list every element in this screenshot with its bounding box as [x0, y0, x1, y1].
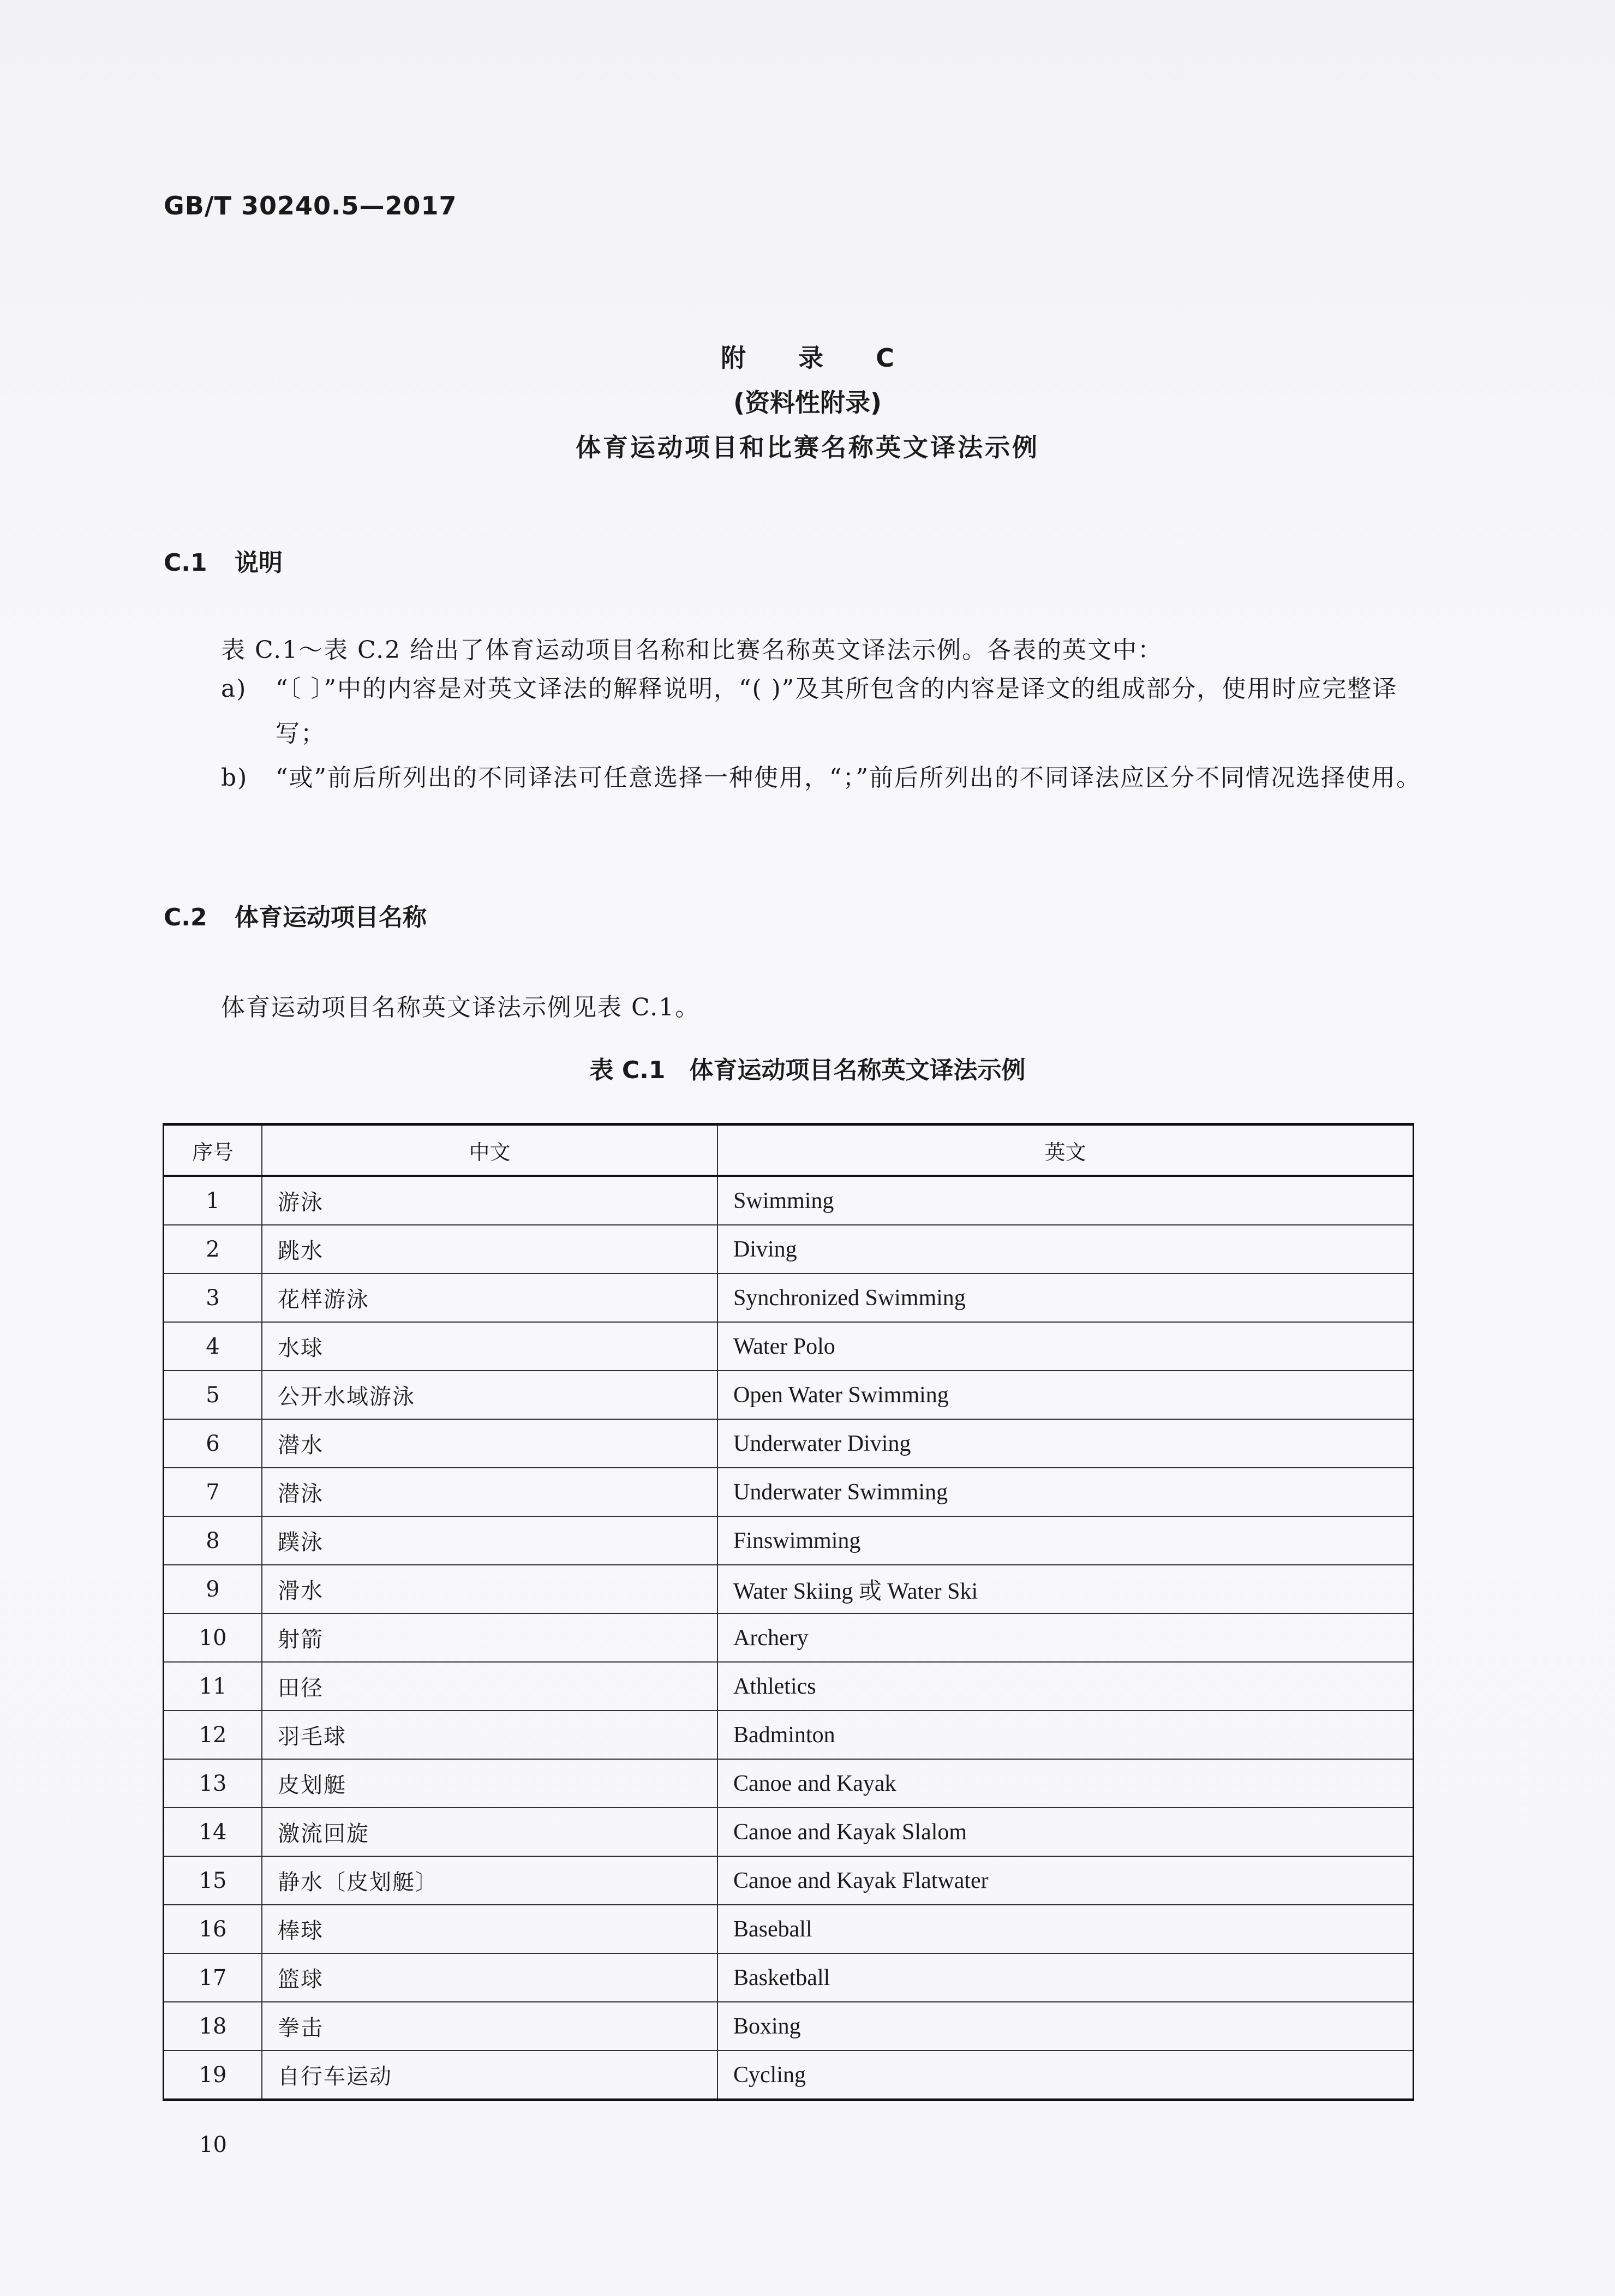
row-number: 2	[164, 1225, 262, 1273]
standard-number: GB/T 30240.5—2017	[164, 191, 457, 220]
row-number: 18	[164, 2002, 262, 2050]
header-english: 英文	[717, 1125, 1414, 1176]
table-row	[164, 1468, 1414, 1516]
row-english: Underwater Swimming	[717, 1468, 1414, 1516]
table-row	[164, 2002, 1414, 2050]
appendix-type: (资料性附录)	[733, 388, 882, 417]
row-number: 17	[164, 1953, 262, 2002]
row-number: 9	[164, 1565, 262, 1613]
row-chinese: 激流回旋	[262, 1808, 717, 1856]
row-chinese: 潜水	[262, 1419, 717, 1468]
row-english: Badminton	[717, 1711, 1414, 1759]
row-number: 11	[164, 1662, 262, 1711]
row-number: 6	[164, 1419, 262, 1468]
row-chinese: 蹼泳	[262, 1516, 717, 1565]
row-english: Canoe and Kayak	[717, 1759, 1414, 1808]
table-caption: 表 C.1 体育运动项目名称英文译法示例	[589, 1056, 1026, 1084]
table-body	[164, 1176, 1414, 2100]
row-english: Cycling	[717, 2050, 1414, 2100]
section-c2-heading	[164, 898, 427, 932]
table-row	[164, 1953, 1414, 2002]
table-row	[164, 1662, 1414, 1711]
row-chinese: 自行车运动	[262, 2050, 717, 2100]
row-number: 1	[164, 1176, 262, 1225]
row-english: Finswimming	[717, 1516, 1414, 1565]
row-chinese: 花样游泳	[262, 1273, 717, 1322]
row-chinese: 公开水域游泳	[262, 1371, 717, 1419]
row-chinese: 跳水	[262, 1225, 717, 1273]
row-chinese: 滑水	[262, 1565, 717, 1613]
row-chinese: 羽毛球	[262, 1711, 717, 1759]
table-row	[164, 2050, 1414, 2100]
row-english: Boxing	[717, 2002, 1414, 2050]
row-english: Archery	[717, 1613, 1414, 1662]
row-english: Athletics	[717, 1662, 1414, 1711]
section-c1-number: C.1	[164, 549, 207, 577]
header-chinese: 中文	[262, 1125, 717, 1176]
table-row	[164, 1565, 1414, 1613]
row-english: Basketball	[717, 1953, 1414, 2002]
row-number: 5	[164, 1371, 262, 1419]
list-marker: a)	[221, 675, 247, 703]
section-c2-intro: 体育运动项目名称英文译法示例见表 C.1。	[221, 994, 701, 1021]
row-english: Canoe and Kayak Flatwater	[717, 1856, 1414, 1905]
row-chinese: 棒球	[262, 1905, 717, 1953]
row-english: Baseball	[717, 1905, 1414, 1953]
row-number: 12	[164, 1711, 262, 1759]
table-row	[164, 1273, 1414, 1322]
row-chinese: 篮球	[262, 1953, 717, 2002]
table-row	[164, 1322, 1414, 1371]
table-row	[164, 1856, 1414, 1905]
translation-table	[163, 1123, 1414, 2101]
row-english: Synchronized Swimming	[717, 1273, 1414, 1322]
row-chinese: 水球	[262, 1322, 717, 1371]
table-row	[164, 1176, 1414, 1225]
list-marker: b)	[221, 764, 248, 792]
row-english: Canoe and Kayak Slalom	[717, 1808, 1414, 1856]
row-number: 8	[164, 1516, 262, 1565]
list-text: “〔 〕”中的内容是对英文译法的解释说明，“( )”及其所包含的内容是译文的组成部分，使用时应完整译写；	[276, 675, 1398, 748]
row-chinese: 潜泳	[262, 1468, 717, 1516]
header-seq: 序号	[164, 1125, 262, 1176]
section-c1-title: 说明	[235, 549, 283, 577]
row-english: Underwater Diving	[717, 1419, 1414, 1468]
table-row	[164, 1613, 1414, 1662]
row-english: Swimming	[717, 1176, 1414, 1225]
row-english: Open Water Swimming	[717, 1371, 1414, 1419]
row-number: 14	[164, 1808, 262, 1856]
table-row	[164, 1419, 1414, 1468]
row-number: 19	[164, 2050, 262, 2100]
row-number: 3	[164, 1273, 262, 1322]
table-row	[164, 1905, 1414, 1953]
row-number: 10	[164, 1613, 262, 1662]
section-c2-number: C.2	[164, 904, 207, 931]
appendix-title: 体育运动项目和比赛名称英文译法示例	[576, 433, 1039, 462]
table-row	[164, 1225, 1414, 1273]
row-english: Water Skiing 或 Water Ski	[717, 1565, 1414, 1613]
section-c1-intro: 表 C.1～表 C.2 给出了体育运动项目名称和比赛名称英文译法示例。各表的英文中：	[221, 636, 1163, 664]
table-row	[164, 1371, 1414, 1419]
row-number: 4	[164, 1322, 262, 1371]
row-number: 15	[164, 1856, 262, 1905]
table-row	[164, 1516, 1414, 1565]
section-c2-title: 体育运动项目名称	[235, 904, 427, 931]
appendix-label: 附 录 C	[721, 343, 916, 373]
list-text: “或”前后所列出的不同译法可任意选择一种使用，“；”前后所列出的不同译法应区分不同情况选择使用。	[276, 764, 1421, 792]
appendix-heading	[0, 336, 1615, 470]
section-c1-heading	[164, 543, 283, 578]
list-item-b	[221, 756, 1421, 800]
row-english: Diving	[717, 1225, 1414, 1273]
row-chinese: 拳击	[262, 2002, 717, 2050]
table-row	[164, 1808, 1414, 1856]
row-chinese: 游泳	[262, 1176, 717, 1225]
row-chinese: 皮划艇	[262, 1759, 717, 1808]
row-number: 7	[164, 1468, 262, 1516]
table-row	[164, 1711, 1414, 1759]
table-header-row	[164, 1125, 1414, 1176]
row-number: 13	[164, 1759, 262, 1808]
row-chinese: 静水〔皮划艇〕	[262, 1856, 717, 1905]
page-number: 10	[199, 2132, 227, 2157]
row-number: 16	[164, 1905, 262, 1953]
table-row	[164, 1759, 1414, 1808]
list-item-a	[221, 667, 1421, 756]
row-chinese: 射箭	[262, 1613, 717, 1662]
row-chinese: 田径	[262, 1662, 717, 1711]
row-english: Water Polo	[717, 1322, 1414, 1371]
